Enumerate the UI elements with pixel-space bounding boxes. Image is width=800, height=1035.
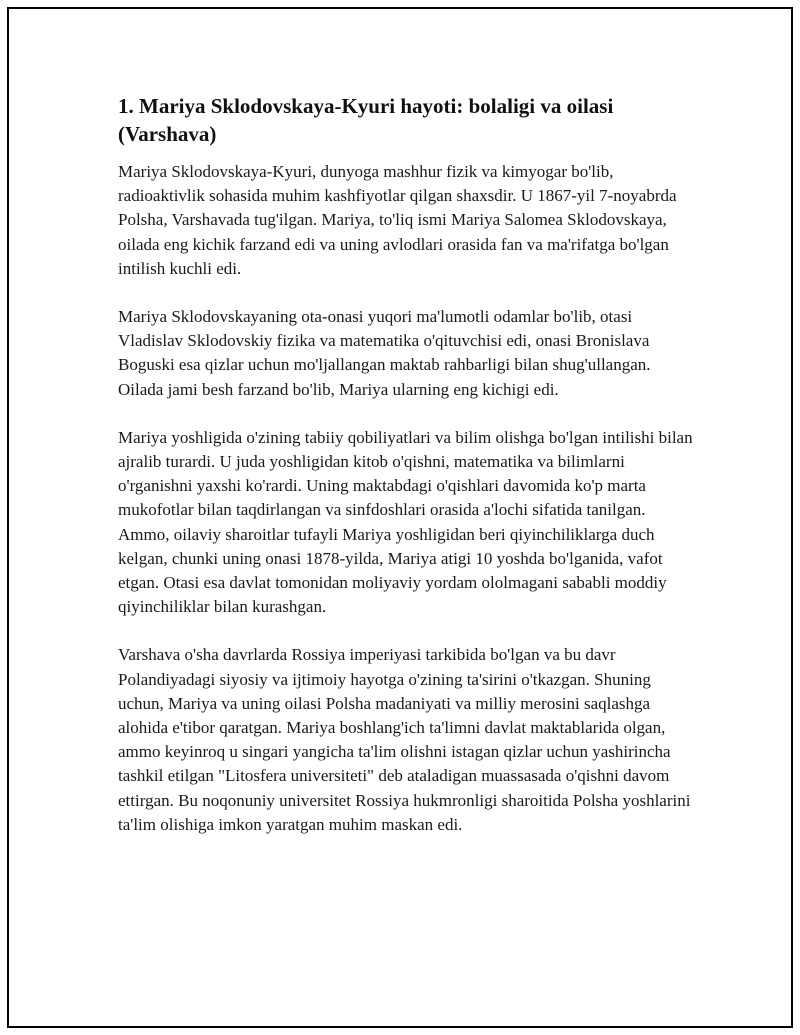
paragraph-2: Mariya Sklodovskayaning ota-onasi yuqori ma'lumotli odamlar bo'lib, otasi Vladislav Sklodovskiy fizika va matematika o'qituvchisi edi, onasi Bronislava Boguski esa qizlar uchun mo'ljallangan maktab rahbarligi bilan shug'ullangan. Oilada jami besh farzand bo'lib, Mariya ularning eng kichigi edi.	[118, 307, 651, 399]
paragraph-3: Mariya yoshligida o'zining tabiiy qobiliyatlari va bilim olishga bo'lgan intilishi bilan ajralib turardi. U juda yoshligidan kitob o'qishni, matematika va bilimlarni o'rganishni yaxshi ko'rardi. Uning maktabdagi o'qishlari davomida ko'p marta mukofotlar bilan taqdirlangan va sinfdoshlari orasida a'lochi sifatida tanilgan. Ammo, oilaviy sharoitlar tufayli Mariya yoshligidan beri qiyinchiliklarga duch kelgan, chunki uning onasi 1878-yilda, Mariya atigi 10 yoshda bo'lganida, vafot etgan. Otasi esa davlat tomonidan moliyaviy yordam ololmagani sababli moddiy qiyinchiliklar bilan kurashgan.	[118, 427, 693, 617]
section-heading: 1. Mariya Sklodovskaya-Kyuri hayoti: bolaligi va oilasi (Varshava)	[118, 94, 614, 146]
paragraph-4: Varshava o'sha davrlarda Rossiya imperiyasi tarkibida bo'lgan va bu davr Polandiyadagi siyosiy va ijtimoiy hayotga o'zining ta'sirini o'tkazgan. Shuning uchun, Mariya va uning oilasi Polsha madaniyati va milliy merosini saqlashga alohida e'tibor qaratgan. Mariya boshlang'ich ta'limni davlat maktablarida olgan, ammo keyinroq u singari yangicha ta'lim olishni istagan qizlar uchun yashirincha tashkil etilgan "Litosfera universiteti" deb ataladigan muassasada o'qishni davom ettirgan. Bu noqonuniy universitet Rossiya hukmronligi sharoitida Polsha yoshlarini ta'lim olishiga imkon yaratgan muhim maskan edi.	[118, 645, 691, 834]
paragraph-1: Mariya Sklodovskaya-Kyuri, dunyoga mashhur fizik va kimyogar bo'lib, radioaktivlik sohasida muhim kashfiyotlar qilgan shaxsdir. U 1867-yil 7-noyabrda Polsha, Varshavada tug'ilgan. Mariya, to'liq ismi Mariya Salomea Sklodovskaya, oilada eng kichik farzand edi va uning avlodlari orasida fan va ma'rifatga bo'lgan intilish kuchli edi.	[118, 162, 677, 278]
document-body	[118, 92, 698, 861]
